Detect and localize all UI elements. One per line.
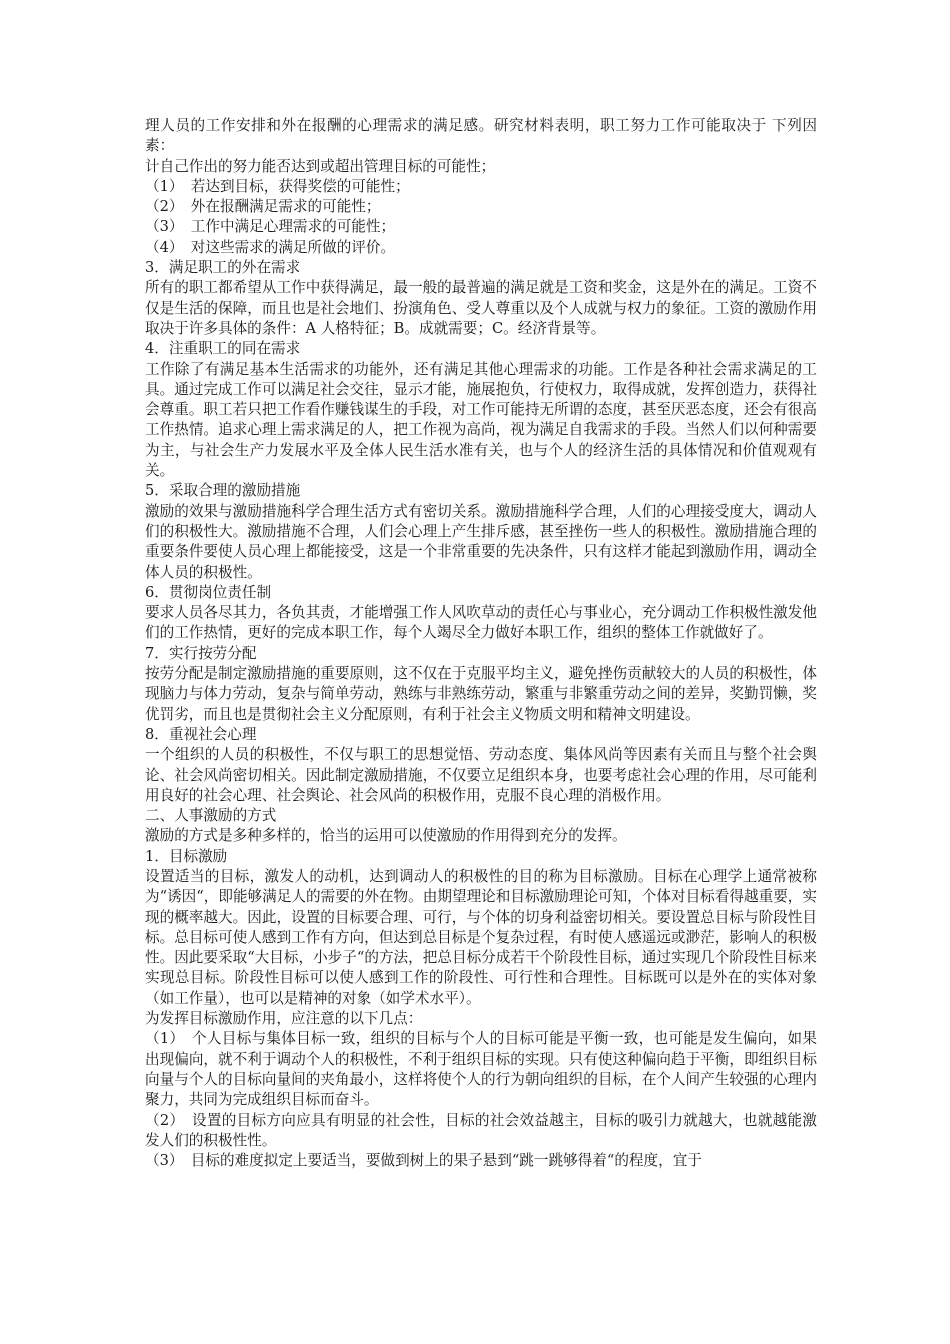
section-heading: 6．贯彻岗位责任制 <box>145 583 272 601</box>
section-heading: 8．重视社会心理 <box>145 725 257 743</box>
paragraph: 设置适当的目标，激发人的动机，达到调动人的积极性的目的称为目标激励。目标在心理学上通常被称为“诱因“，即能够满足人的需要的外在物。由期望理论和目标激励理论可知，个体对目标看得越重要，实现的概率越大。因此，设置的目标要合理、可行，与个体的切身利益密切相关。要设置总目标与阶段性目标。总目标可使人感到工作有方向，但达到总目标是个复杂过程，有时使人感遥远或渺茫，影响人的积极性。因此要采取“大目标，小步子“的方法，把总目标分成若干个阶段性目标，通过实现几个阶段性目标来实现总目标。阶段性目标可以使人感到工作的阶段性、可行性和合理性。目标既可以是外在的实体对象（如工作量），也可以是精神的对象（如学术水平）。 <box>145 867 817 1007</box>
paragraph: 所有的职工都希望从工作中获得满足，最一般的最普遍的满足就是工资和奖金，这是外在的满足。工资不仅是生活的保障，而且也是社会地们、扮演角色、受人尊重以及个人成就与权力的象征。工资的激励作用取决于许多具体的条件：A 人格特征；B。成就需要；C。经济背景等。 <box>145 279 817 337</box>
paragraph: 激励的方式是多种多样的，恰当的运用可以使激励的作用得到充分的发挥。 <box>145 827 627 845</box>
paragraph: 激励的效果与激励措施科学合理生活方式有密切关系。激励措施科学合理，人们的心理接受度大，调动人们的积极性大。激励措施不合理，人们会心理上产生排斥感，甚至挫伤一些人的积极性。激励措施合理的重要条件要使人员心理上都能接受，这是一个非常重要的先决条件，只有这样才能起到激励作用，调动全体人员的积极性。 <box>145 502 817 581</box>
paragraph: 计自己作出的努力能否达到或超出管理目标的可能性； <box>145 157 496 175</box>
list-item: （1） 若达到目标，获得奖偿的可能性； <box>145 177 410 195</box>
section-heading: 4．注重职工的同在需求 <box>145 340 301 358</box>
list-item: （2） 外在报酬满足需求的可能性； <box>145 198 381 216</box>
section-heading: 7．实行按劳分配 <box>145 644 257 662</box>
paragraph: 要求人员各尽其力，各负其责，才能增强工作人风吹草动的责任心与事业心，充分调动工作积极性激发他们的工作热情，更好的完成本职工作，每个人竭尽全力做好本职工作，组织的整体工作就做好了。 <box>145 604 817 642</box>
list-item: （3） 目标的难度拟定上要适当，要做到树上的果子悬到“跳一跳够得着“的程度，宜于 <box>145 1152 702 1170</box>
list-item: （4） 对这些需求的满足所做的评价。 <box>145 238 396 256</box>
section-heading: 1．目标激励 <box>145 847 228 865</box>
paragraph: 一个组织的人员的积极性，不仅与职工的思想觉悟、劳动态度、集体风尚等因素有关而且与整个社会舆论、社会风尚密切相关。因此制定激励措施，不仅要立足组织本身，也要考虑社会心理的作用，尽可能利用良好的社会心理、社会舆论、社会风尚的积极作用，克服不良心理的消极作用。 <box>145 746 817 804</box>
paragraph: 为发挥目标激励作用，应注意的以下几点： <box>145 1010 423 1028</box>
list-item: （1） 个人目标与集体目标一致，组织的目标与个人的目标可能是平衡一致，也可能是发生偏向，如果出现偏向，就不利于调动个人的积极性，不利于组织目标的实现。只有使这种偏向趋于平衡，即组织目标向量与个人的目标向量间的夹角最小，这样将使个人的行为朝向组织的目标，在个人间产生较强的心理内聚力，共同为完成组织目标而奋斗。 <box>145 1030 817 1109</box>
section-heading: 5．采取合理的激励措施 <box>145 482 301 500</box>
list-item: （2） 设置的目标方向应具有明显的社会性，目标的社会效益越主，目标的吸引力就越大，也就越能激发人们的积极性性。 <box>145 1111 817 1149</box>
paragraph: 按劳分配是制定激励措施的重要原则，这不仅在于克服平均主义，避免挫伤贡献较大的人员的积极性，体现脑力与体力劳动，复杂与简单劳动，熟练与非熟练劳动，繁重与非繁重劳动之间的差异，奖勤罚懒，奖优罚劣，而且也是贯彻社会主义分配原则，有利于社会主义物质文明和精神文明建设。 <box>145 665 817 723</box>
list-item: （3） 工作中满足心理需求的可能性； <box>145 218 396 236</box>
paragraph: 工作除了有满足基本生活需求的功能外，还有满足其他心理需求的功能。工作是各种社会需求满足的工具。通过完成工作可以满足社会交往，显示才能，施展抱负，行使权力，取得成就，发挥创造力，获得社会尊重。职工若只把工作看作赚钱谋生的手段，对工作可能持无所谓的态度，甚至厌恶态度，还会有很高工作热情。追求心理上需求满足的人，把工作视为高尚，视为满足自我需求的手段。当然人们以何种需要为主，与社会生产力发展水平及全体人民生活水准有关，也与个人的经济生活的具体情况和价值观观有关。 <box>145 360 817 480</box>
chapter-heading: 二、人事激励的方式 <box>145 807 277 825</box>
section-heading: 3．满足职工的外在需求 <box>145 259 301 277</box>
paragraph: 理人员的工作安排和外在报酬的心理需求的满足感。研究材料表明，职工努力工作可能取决于 下列因素： <box>145 117 817 155</box>
document-page <box>145 116 817 1171</box>
